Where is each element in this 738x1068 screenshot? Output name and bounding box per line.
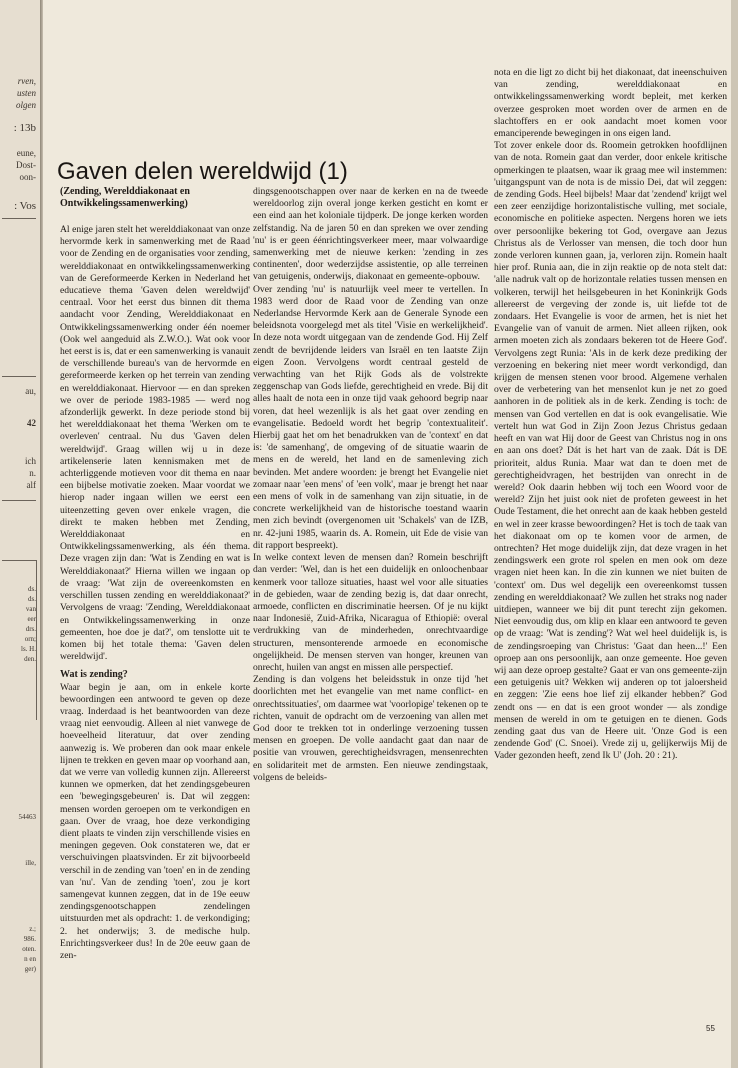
prev-page-text: van <box>25 605 36 613</box>
prev-page-divider <box>2 500 36 501</box>
prev-page-divider <box>2 560 36 561</box>
prev-page-text: : Vos <box>14 200 36 212</box>
previous-page-edge <box>0 0 40 1068</box>
prev-page-text: eune, <box>16 148 36 158</box>
paragraph: Zending is dan volgens het beleidsstuk in onze tijd 'het doorlichten met het evangelie van met name conflict- en onrechtssituaties', om daarmee wat 'voorlopige' tekenen op te richten, vanuit de opdracht om de verzoening van allen met God door te trekken tot in onderlinge verzoening tussen mensen en groepen. De volle aandacht gaat dan naar de positie van vrouwen, gerechtigheidsvragen, mensenrechten en solidariteit met de armsten. Een nieuwe zendingstaak, volgens de beleids- <box>253 674 488 783</box>
prev-page-text: n. <box>29 468 36 478</box>
prev-page-divider <box>2 218 36 219</box>
section-heading: Wat is zending? <box>60 669 128 681</box>
prev-page-text: oon- <box>19 172 36 182</box>
prev-page-text: ds. <box>28 585 36 593</box>
prev-page-text: 42 <box>27 418 36 428</box>
prev-page-text: ich <box>25 456 36 466</box>
paragraph: Waar begin je aan, om in enkele korte bewoordingen een antwoord te geven op deze vraag. Inderdaad is het beantwoorden van deze vraag niet eenvoudig. Alleen al niet vanwege de hoeveelheid literatuur, dat over zending aanwezig is. We proberen dan ook maar enkele lijnen te trekken en geven maar op voorhand aan, dat we verre van volledig kunnen zijn. Allereerst kunnen we opmerken, dat het zendingsgebeuren een 'bewegingsgebeuren' is. Dat wil zeggen: mensen worden geroepen om te verkondigen en gaan. Over de vraag, hoe deze verkondiging dient plaats te vinden zijn verschillende visies en meningen gegeven. Ook constateren we, dat er verschuivingen plaatsvinden. Er zit bijvoorbeeld verschil in de zending van 'toen' en in de zending van 'nu'. Van de zending 'toen', zou je kort samengevat kunnen zeggen, dat in de 19e eeuw zendingsgenootschappen zendelingen uitstuurden met als opdracht: 1. de verkondiging; 2. het onderwijs; 3. de medische hulp. Enrichtingsverkeer dus! In de 20e eeuw gaan de zen- <box>60 681 250 961</box>
prev-page-divider <box>2 376 36 377</box>
text-column-2 <box>253 186 488 784</box>
prev-page-text: olgen <box>16 100 36 110</box>
paragraph: Al enige jaren stelt het werelddiakonaat van onze hervormde kerk in samenwerking met de Raad voor de Zending en de organisaties voor zending, werelddiakonaat en ontwikkelingssamenwerking van de Gereformeerde Kerken in Nederland het educatieve thema 'Gaven delen wereldwijd' centraal. Voor het eerst dus binnen dit thema aandacht voor Zending, Werelddiakonaat en Ontwikkelingssamenwerking onder één noemer (Ook wel aangeduid als Z.W.O.). Wat ook voor het eerst is is, dat er een samenwerking is vanauit de verschillende bureau's van de hervormde en gereformeerde kerken op het terrein van zending en werelddiakonaat. Hiervoor — en dan spreken we over de periode 1983-1985 — werd nog afzonderlijk gewerkt. In deze periode stond bij het werelddiakonaat het thema 'Werken om te overleven' centraal. Nu dus 'Gaven delen wereldwijd'. Graag willen wij u in deze artikelenserie laten kennismaken met de achterliggende motieven voor dit thema en naar een bijbelse motivatie zoeken. Maar voordat we hierop nader ingaan willen we eerst een uiteenzetting geven over enkele vragen, die direkt te maken hebben met Zending, Werelddiakonaat en Ontwikkelingssamenwerking, als één thema. Deze vragen zijn dan: 'Wat is Zending en wat is Werelddiakonaat?' Hierna willen we ingaan op de vraag: 'Wat zijn de overeenkomsten en verschillen tussen zending en werelddiakonaat?' Vervolgens de vraag: 'Zending, Werelddiakonaat en Ontwikkelingssamenwerking in onze gemeenten, hoe doe je dat?', om tenslotte uit te komen bij het totale thema: 'Gaven delen wereldwijd'. <box>60 224 250 663</box>
prev-page-text: Dost- <box>16 160 36 170</box>
prev-page-text: usten <box>17 88 36 98</box>
prev-page-text: eer <box>27 615 36 623</box>
paragraph: In welke context leven de mensen dan? Romein beschrijft dan verder: 'Wel, dan is het een duidelijk en onloochenbaar kenmerk voor talloze situaties, haast wel voor alle situaties in de gebieden, waar de zending bezig is, dat daar onrecht, armoede, conflicten en discriminatie heersen. Of je nu kijkt naar Indonesië, Zuid-Afrika, Nicaragua of Ethiopië: overal verdrukking van de minderheden, onrechtvaardige structuren, mensonterende armoede en economische ongelijkheid. De mensen sterven van honger, kreunen van onrecht, huilen van angst en missen alle perspectief. <box>253 552 488 673</box>
prev-page-text: ille, <box>25 859 36 867</box>
prev-page-text: alf <box>26 480 36 490</box>
prev-page-text: drs. <box>25 625 36 633</box>
prev-page-text: z.; <box>29 925 36 933</box>
prev-page-text: orn; <box>24 635 36 643</box>
text-column-1 <box>60 224 250 962</box>
prev-page-text: oten. <box>22 945 36 953</box>
prev-page-text: n en <box>24 955 36 963</box>
prev-page-text: den. <box>24 655 36 663</box>
prev-page-text: 986. <box>23 935 36 943</box>
prev-page-text: : 13b <box>13 122 36 134</box>
paragraph: Tot zover enkele door ds. Roomein getrokken hoofdlijnen van de nota. Romein gaat dan verder, door enkele kritische opmerkingen te plaatsen, waar ik graag mee wil instemmen: 'uitgangspunt van de nota is de missio Dei, dat wil zeggen: de zending Gods. Heel bijbels! Maar dat 'zendend' krijgt wel een zeer eenzijdige horizontalistische vulling, met sociale, economische en politieke aspecten. Nergens horen we iets over persoonlijke bekering tot God, overgave aan Jezus Christus als de Verlosser van mensen, die toch door hun zonde verloren kunnen gaan, ja, verloren zijn. Romein haalt hier prof. Runia aan, die in zijn reaktie op de nota stelt dat: 'alle nadruk valt op de horizontale relaties tussen mensen en volkeren, terwijl het heilsgebeuren in het Koninkrijk Gods allereerst de vergeving der zonde is, uit liefde tot de zondaars. Het Evangelie is voor de armen, het is niet het Evangelie van of vanuit de armen. Niet alleen rijken, ook armen moeten zich als zondaars bekeren tot de Heere God'. Vervolgens zegt Runia: 'Als in de kerk deze prediking der verzoening en bekering niet meer wordt verkondigd, dan krijgen de mensen stenen voor brood. Algemene verhalen over de verbetering van het mensenlot kun je net zo goed aanhoren in de politiek als in de kerk. Zending is toch: de mensen van God vertellen en dat is ook evangelisatie. Wie vertelt hun wat God in Zijn Zoon Jezus Christus gedaan heeft en van wat Hij door de Geest van Christus nog in ons en aan ons doet? Dát is het hart van de zaak. Dát is DE prioriteit, aldus Runia. Maar wat dan te doen met de gerechtigheidvragen, het bestrijden van onrecht in de wereld? Ook daarin hebben wij toch een Woord voor de wereld? Zijn het juist ook niet de profeten geweest in het Oude Testament, die het onrecht aan de kaak hebben gesteld en wel in zeer krasse bewoordingen? Het is toch de taak van het diakonaat om op te komen voor de armen, de ontrechten? Het moge duidelijk zijn, dat deze vragen in het zendingswerk een grote rol spelen en men ook om deze vragen niet heen kan. In die zin kunnen we niet buiten de 'context' om. Dus wel degelijk een overeenkomst tussen zending en werelddiakonaat? We zullen het straks nog nader uitdiepen, wanneer we bij dit punt terecht zijn gekomen. Niet eenvoudig dus, om klip en klaar een antwoord te geven op de vraag: 'Wat is zending'? Wat wel heel duidelijk is, is de zendingsroeping van Christus: 'Gaat dan heen...!' Een oproep aan ons persoonlijk, aan onze gemeente. Hoe geven wij aan deze oproep gestalte? Gaat er van ons gemeente-zijn een getuigenis uit? Wekken wij anderen op tot jaloersheid en zeggen: 'Zie eens hoe lief zij elkander hebben?' God zendt ons — en dat is een groot wonder — als zondige mensen de wereld in om te getuigen en te dienen. Gods zending gaat dus van de Heere uit. 'Onze God is een zendende God' (C. Snoei). Vrede zij u, gelijkerwijs Mij de Vader gezonden heeft, zend Ik U' (Joh. 20 : 21). <box>494 140 727 762</box>
prev-page-text: 54463 <box>18 813 36 821</box>
paragraph: nota en die ligt zo dicht bij het diakonaat, dat ineenschuiven van zending, werelddiakonaat en ontwikkelingssamenwerking wordt bepleit, met kerken overzee gesproken moet worden over de armen en de slachtoffers en er ook aandacht moet komen voor emanciperende bewegingen in ons eigen land. <box>494 67 727 140</box>
prev-page-text: au, <box>25 386 36 396</box>
paragraph: dingsgenootschappen over naar de kerken en na de tweede wereldoorlog zijn overal jonge kerken gesticht en komt er een eind aan het koloniale tijdperk. De jonge kerken worden zelfstandig. Na de jaren 50 en dan spreken we over zending 'nu' is er geen éénrichtingsverkeer meer, maar volwaardige samenwerking met de nieuwe kerken: 'zending in zes continenten', door wederzijdse assistentie, op alle terreinen van getuigenis, onderwijs, diakonaat en gemeente-opbouw. <box>253 186 488 283</box>
prev-page-divider <box>36 560 37 720</box>
text-column-3 <box>494 67 727 763</box>
prev-page-text: rven, <box>17 76 36 86</box>
article-title: Gaven delen wereldwijd (1) <box>57 158 348 185</box>
paragraph: Over zending 'nu' is natuurlijk veel meer te vertellen. In 1983 werd door de Raad voor de Zending van onze Nederlandse Hervormde Kerk aan de Generale Synode een beleidsnota voorgelegd met als titel 'Visie en werkelijkheid'. In deze nota wordt uitgegaan van de zendende God. Hij Zelf zendt de bevrijdende leiders van Israël en ten laatste Zijn eigen Zoon. Vervolgens wordt centraal gesteld de verwachting van het Rijk Gods als de volstrekte zeggenschap van Gods liefde, gerechtigheid en vrede. Bij dit alles haalt de nota een in onze tijd vaak gehoord begrip naar voren, dat heel wezenlijk is als het gaat over zending en evangelisatie. Bedoeld wordt het begrip 'contextualiteit'. Hierbij gaat het om het benadrukken van de 'context' en dat is: 'de samenhang', de omgeving of de situatie waarin de mens en de wereld, het land en de samenleving zich bevinden. Met andere woorden: je brengt het Evangelie niet zomaar naar 'een mens' of 'een volk', maar je brengt het naar een mens of volk in de samenhang van zijn situatie, in de concrete werkelijkheid van de historische toestand waarin men zich bevindt (overgenomen uit 'Schakels' van de IZB, nr. 42-juni 1985, waarin ds. A. Romein, uit Ede de visie van dit rapport bespreekt). <box>253 283 488 551</box>
page-edge-shadow <box>731 0 738 1068</box>
prev-page-text: ds. <box>28 595 36 603</box>
prev-page-text: ls. H. <box>21 645 36 653</box>
article-subtitle: (Zending, Werelddiakonaat en Ontwikkelingssamenwerking) <box>60 186 190 209</box>
prev-page-text: ger) <box>24 965 36 973</box>
page-number: 55 <box>706 1024 715 1033</box>
